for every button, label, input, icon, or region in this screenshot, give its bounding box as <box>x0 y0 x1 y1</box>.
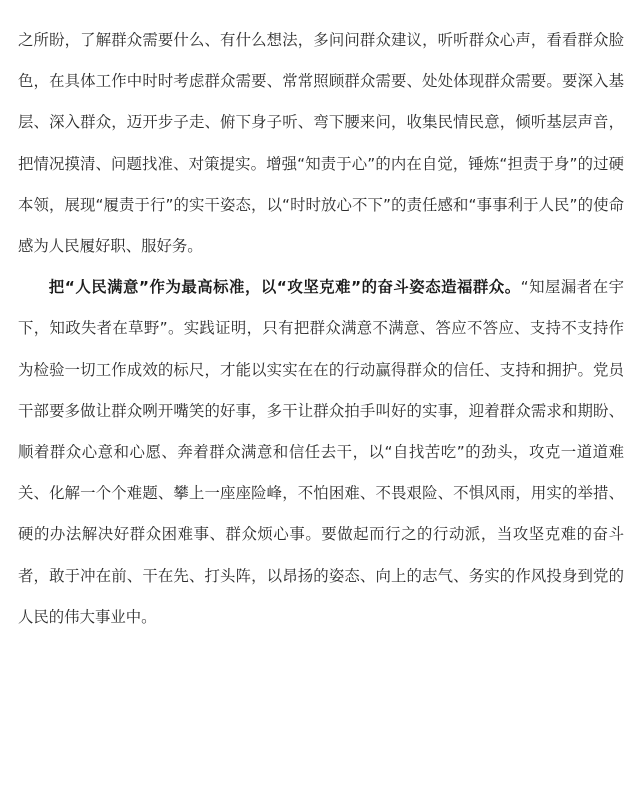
document-body <box>18 20 624 638</box>
paragraph-2-text: “知屋漏者在宇下，知政失者在草野”。实践证明，只有把群众满意不满意、答应不答应、支持不支持作为检验一切工作成效的标尺，才能以实实在在的行动赢得群众的信任、支持和拥护。党员干部要多做让群众咧开嘴笑的好事，多干让群众拍手叫好的实事，迎着群众需求和期盼、顺着群众心意和心愿、奔着群众满意和信任去干，以“自找苦吃”的劲头，攻克一道道难关、化解一个个难题、攀上一座座险峰，不怕困难、不畏艰险、不惧风雨，用实的举措、硬的办法解决好群众困难事、群众烦心事。要做起而行之的行动派，当攻坚克难的奋斗者，敢于冲在前、干在先、打头阵，以昂扬的姿态、向上的志气、务实的作风投身到党的人民的伟大事业中。 <box>18 278 624 626</box>
paragraph-1-text: 之所盼，了解群众需要什么、有什么想法，多问问群众建议，听听群众心声，看看群众脸色，在具体工作中时时考虑群众需要、常常照顾群众需要、处处体现群众需要。要深入基层、深入群众，迈开步子走、俯下身子听、弯下腰来问，收集民情民意，倾听基层声音，把情况摸清、问题找准、对策提实。增强“知责于心”的内在自觉，锤炼“担责于身”的过硬本领，展现“履责于行”的实干姿态，以“时时放心不下”的责任感和“事事利于人民”的使命感为人民履好职、服好务。 <box>18 31 624 256</box>
paragraph-1 <box>18 20 624 267</box>
paragraph-2 <box>18 267 624 638</box>
paragraph-2-lead: 把“人民满意”作为最高标准，以“攻坚克难”的奋斗姿态造福群众。 <box>48 278 521 297</box>
